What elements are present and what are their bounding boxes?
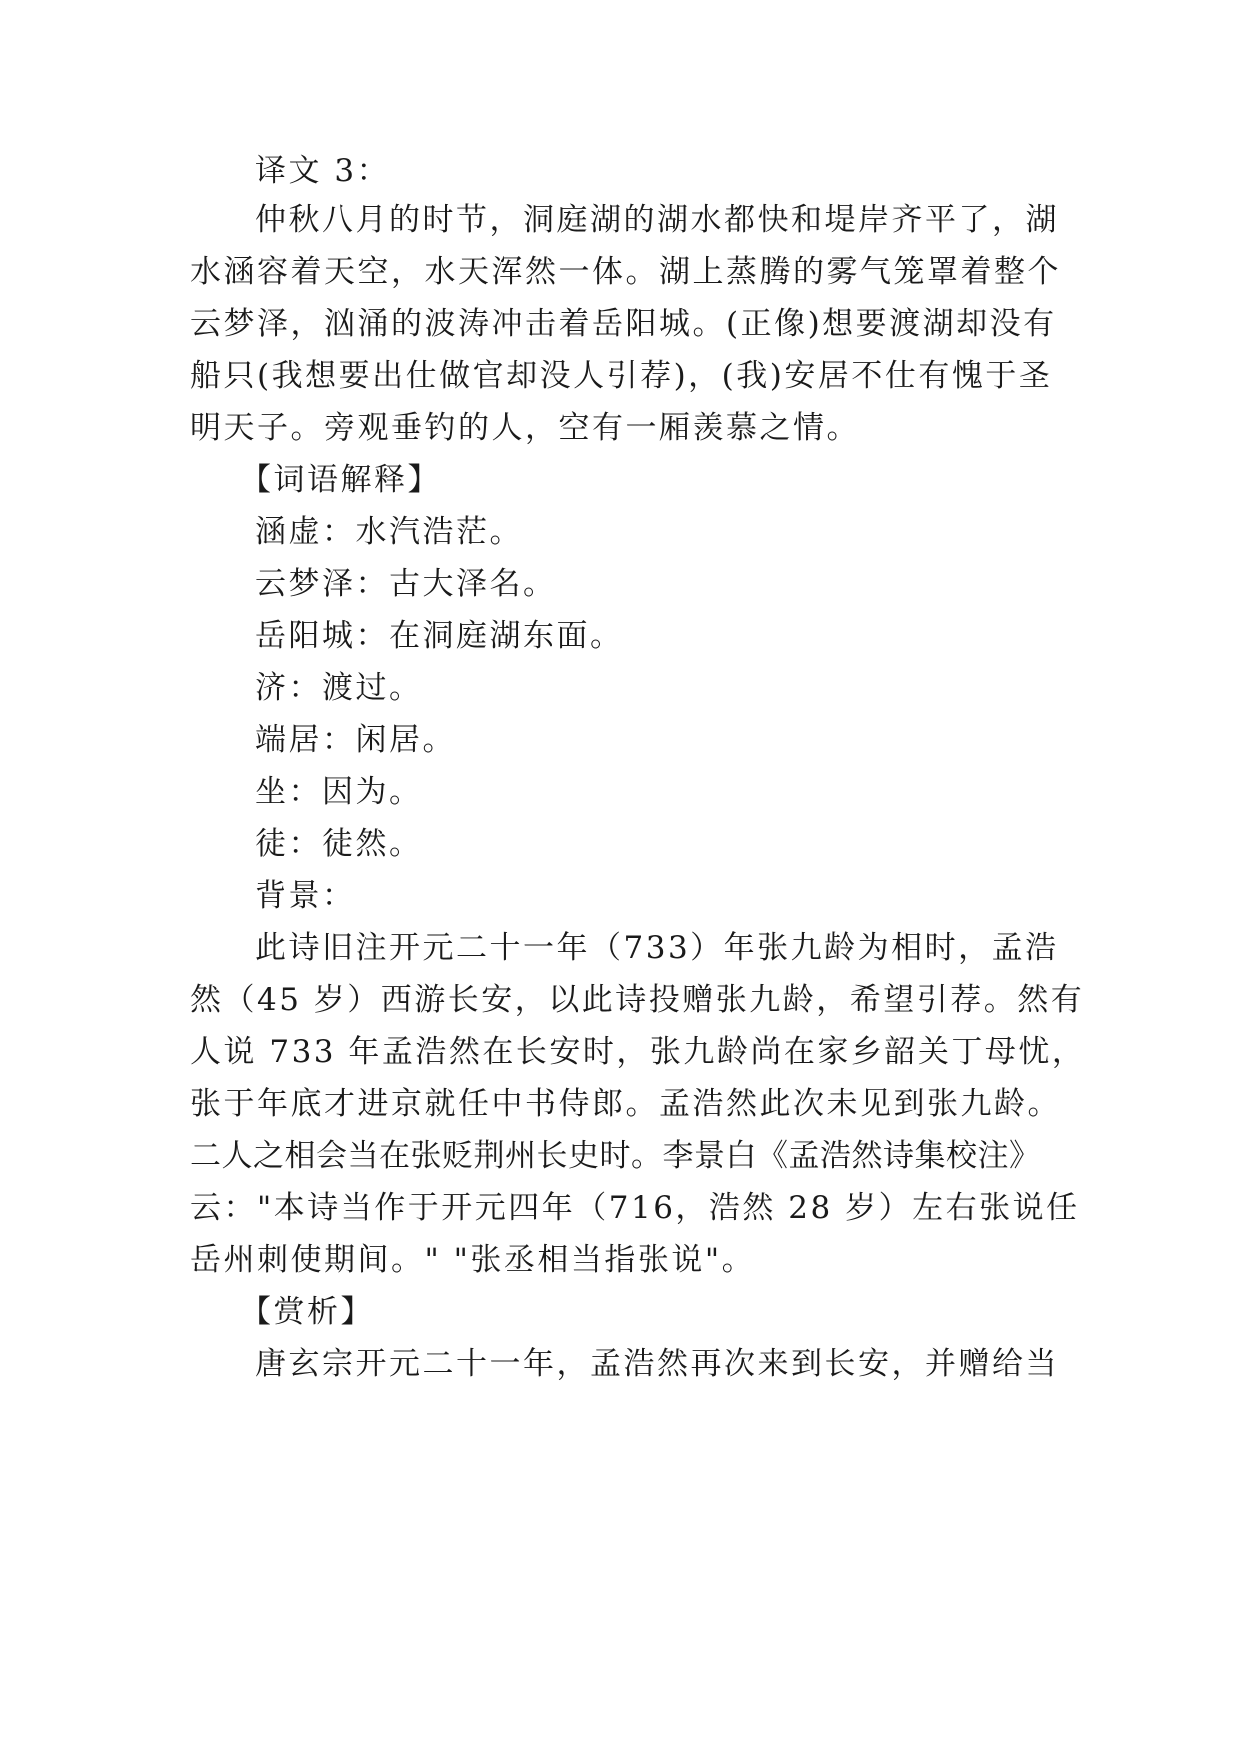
glossary-item: 云梦泽：古大泽名。 xyxy=(255,566,557,602)
glossary-item: 涵虚：水汽浩茫。 xyxy=(255,514,523,550)
translation-line: 船只(我想要出仕做官却没人引荐)，(我)安居不仕有愧于圣 xyxy=(190,358,1053,394)
translation-line: 水涵容着天空，水天浑然一体。湖上蒸腾的雾气笼罩着整个 xyxy=(190,254,1061,290)
translation-heading: 译文 3： xyxy=(255,153,391,189)
translation-line: 仲秋八月的时节，洞庭湖的湖水都快和堤岸齐平了，湖 xyxy=(255,202,1059,238)
background-line: 然（45 岁）西游长安，以此诗投赠张九龄，希望引荐。然有 xyxy=(190,982,1085,1018)
background-line: 岳州刺使期间。" "张丞相当指张说"。 xyxy=(190,1242,756,1278)
glossary-item: 岳阳城：在洞庭湖东面。 xyxy=(255,618,624,654)
appreciation-heading: 【赏析】 xyxy=(240,1294,374,1330)
glossary-item: 济：渡过。 xyxy=(255,670,423,706)
background-heading: 背景： xyxy=(255,878,356,914)
glossary-item: 端居：闲居。 xyxy=(255,722,456,758)
glossary-item: 坐：因为。 xyxy=(255,774,423,810)
translation-line: 云梦泽，汹涌的波涛冲击着岳阳城。(正像)想要渡湖却没有 xyxy=(190,306,1057,342)
glossary-item: 徒：徒然。 xyxy=(255,826,423,862)
background-line: 二人之相会当在张贬荆州长史时。李景白《孟浩然诗集校注》 xyxy=(190,1138,1041,1174)
glossary-heading: 【词语解释】 xyxy=(240,462,441,498)
background-line: 云："本诗当作于开元四年（716，浩然 28 岁）左右张说任 xyxy=(190,1190,1080,1226)
background-line: 张于年底才进京就任中书侍郎。孟浩然此次未见到张九龄。 xyxy=(190,1086,1061,1122)
background-line: 此诗旧注开元二十一年（733）年张九龄为相时，孟浩 xyxy=(255,930,1059,966)
background-line: 人说 733 年孟浩然在长安时，张九龄尚在家乡韶关丁母忧， xyxy=(190,1034,1086,1070)
appreciation-line: 唐玄宗开元二十一年，孟浩然再次来到长安，并赠给当 xyxy=(255,1346,1059,1382)
translation-line: 明天子。旁观垂钓的人，空有一厢羡慕之情。 xyxy=(190,410,860,446)
